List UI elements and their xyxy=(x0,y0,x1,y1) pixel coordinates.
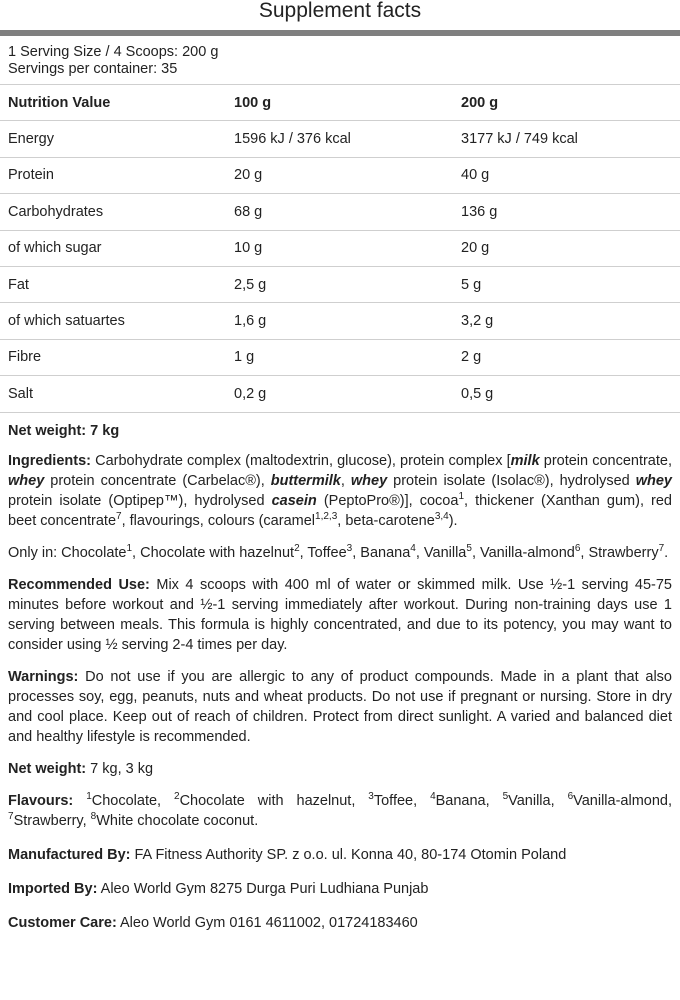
customer-care-text: Aleo World Gym 0161 4611002, 01724183460 xyxy=(116,914,418,931)
only-in-text: , Chocolate with hazelnut xyxy=(132,544,295,561)
row-value-200g: 2 g xyxy=(453,339,680,375)
ingredients-text: , xyxy=(340,472,351,489)
footnote-ref: 1 xyxy=(458,490,464,502)
row-name: of which sugar xyxy=(0,230,226,266)
header-100g: 100 g xyxy=(226,85,453,121)
allergen-whey: whey xyxy=(8,472,45,489)
row-value-100g: 1 g xyxy=(226,339,453,375)
footnote-ref: 5 xyxy=(502,790,509,802)
warnings-section xyxy=(0,667,680,747)
row-value-200g: 5 g xyxy=(453,266,680,302)
only-in-text: , Strawberry xyxy=(580,544,659,561)
ingredients-text: ). xyxy=(448,512,458,529)
table-row xyxy=(0,266,680,302)
table-row xyxy=(0,194,680,230)
row-value-200g: 3177 kJ / 749 kcal xyxy=(453,121,680,157)
allergen-casein: casein xyxy=(271,492,317,509)
table-row xyxy=(0,230,680,266)
allergen-whey: whey xyxy=(350,472,388,489)
ingredients-text: protein isolate (Isolac®), hydrolysed xyxy=(387,472,636,489)
only-in-text: , Vanilla xyxy=(415,544,467,561)
row-value-100g: 10 g xyxy=(226,230,453,266)
manufactured-by-text: FA Fitness Authority SP. z o.o. ul. Konna 40, 80-174 Otomin Poland xyxy=(130,846,567,863)
only-in-text: Only in: Chocolate xyxy=(8,544,127,561)
header-200g: 200 g xyxy=(453,85,680,121)
row-value-100g: 1596 kJ / 376 kcal xyxy=(226,121,453,157)
flavour-item: Chocolate with hazelnut, xyxy=(179,792,369,809)
row-name: Fat xyxy=(0,266,226,302)
allergen-milk: milk xyxy=(510,452,540,469)
table-row xyxy=(0,157,680,193)
table-row xyxy=(0,376,680,412)
row-value-200g: 40 g xyxy=(453,157,680,193)
ingredients-text: protein concentrate, xyxy=(539,452,672,469)
recommended-use-text: Mix 4 scoops with 400 ml of water or skimmed milk. Use ½-1 serving 45-75 minutes before workout and ½-1 serving immediately after workout. During non-training days use 1 serving between meals. This formula is highly concentrated, and due to its potency, you may want to consider using ½ serving 2-4 times per day. xyxy=(8,576,672,653)
footnote-ref: 5 xyxy=(466,542,472,554)
row-name: Fibre xyxy=(0,339,226,375)
footnote-ref: 1 xyxy=(86,790,92,802)
flavour-item: Vanilla-almond, xyxy=(573,792,672,809)
imported-by-section xyxy=(0,879,680,899)
row-name: Protein xyxy=(0,157,226,193)
footnote-ref: 4 xyxy=(430,790,436,802)
manufactured-by-section xyxy=(0,845,680,865)
serving-info xyxy=(0,36,680,78)
footnote-ref: 4 xyxy=(410,542,416,554)
row-value-200g: 0,5 g xyxy=(453,376,680,412)
table-row xyxy=(0,339,680,375)
row-name: Energy xyxy=(0,121,226,157)
serving-size: 1 Serving Size / 4 Scoops: 200 g xyxy=(8,44,219,60)
footnote-ref: 7 xyxy=(658,542,665,554)
row-value-200g: 20 g xyxy=(453,230,680,266)
imported-by-label: Imported By: xyxy=(8,880,98,897)
ingredients-text: protein concentrate (Carbelac®), xyxy=(44,472,271,489)
ingredients-text: , flavourings, colours (caramel xyxy=(121,512,316,529)
customer-care-section xyxy=(0,913,680,933)
imported-by-text: Aleo World Gym 8275 Durga Puri Ludhiana Punjab xyxy=(97,880,429,897)
ingredients-label: Ingredients: xyxy=(8,452,91,469)
footnote-ref: 3,4 xyxy=(434,510,449,522)
manufactured-by-label: Manufactured By: xyxy=(8,846,131,863)
row-name: Carbohydrates xyxy=(0,194,226,230)
row-name: of which satuartes xyxy=(0,303,226,339)
net-weight-label: Net weight: xyxy=(8,760,87,777)
header-nutrition-value: Nutrition Value xyxy=(0,85,226,121)
flavour-item: Vanilla, xyxy=(508,792,568,809)
page-title: Supplement facts xyxy=(0,0,680,36)
ingredients-text: , beta-carotene xyxy=(337,512,435,529)
recommended-use-label: Recommended Use: xyxy=(8,576,150,593)
footnote-ref: 3 xyxy=(346,542,353,554)
footnote-ref: 6 xyxy=(574,542,581,554)
row-value-100g: 20 g xyxy=(226,157,453,193)
footnote-ref: 2 xyxy=(174,790,180,802)
row-value-100g: 0,2 g xyxy=(226,376,453,412)
only-in-section xyxy=(0,543,680,563)
footnote-ref: 7 xyxy=(116,510,122,522)
row-value-200g: 3,2 g xyxy=(453,303,680,339)
ingredients-text: , thickener (Xanthan gum), red beet concentrate xyxy=(8,492,672,529)
only-in-text: , Toffee xyxy=(299,544,347,561)
net-weight-text: 7 kg, 3 kg xyxy=(86,760,154,777)
customer-care-label: Customer Care: xyxy=(8,914,117,931)
row-value-100g: 1,6 g xyxy=(226,303,453,339)
net-weight-section xyxy=(0,759,680,779)
flavour-item: White chocolate coconut. xyxy=(96,812,259,829)
flavours-section xyxy=(0,791,680,831)
flavours-label: Flavours: xyxy=(8,792,74,809)
table-row xyxy=(0,303,680,339)
ingredients-text: Carbohydrate complex (maltodextrin, glucose), protein complex [ xyxy=(90,452,511,469)
flavour-item: Banana, xyxy=(435,792,503,809)
allergen-whey: whey xyxy=(635,472,672,489)
footnote-ref: 7 xyxy=(8,810,14,822)
warnings-text: Do not use if you are allergic to any of product compounds. Made in a plant that also processes soy, egg, peanuts, nuts and wheat products. Do not use if pregnant or nursing. Store in dry and cool place. Keep out of reach of children. Protect from direct sunlight. A varied and balanced diet and healthy lifestyle is recommended. xyxy=(8,668,672,745)
footnote-ref: 8 xyxy=(90,810,97,822)
row-value-100g: 2,5 g xyxy=(226,266,453,302)
flavour-item: Chocolate, xyxy=(91,792,175,809)
only-in-text: , Vanilla-almond xyxy=(471,544,575,561)
net-weight-heading: Net weight: 7 kg xyxy=(8,422,120,439)
footnote-ref: 6 xyxy=(567,790,574,802)
footnote-ref: 1,2,3 xyxy=(315,510,338,522)
servings-per-container: Servings per container: 35 xyxy=(8,61,178,77)
only-in-text: . xyxy=(664,544,669,561)
recommended-use-section xyxy=(0,575,680,655)
only-in-text: , Banana xyxy=(352,544,411,561)
allergen-buttermilk: buttermilk xyxy=(270,472,341,489)
table-header-row xyxy=(0,85,680,121)
footnote-ref: 1 xyxy=(126,542,133,554)
ingredients-text: protein isolate (Optipep™), hydrolysed xyxy=(8,492,272,509)
ingredients-section xyxy=(0,451,680,531)
ingredients-text: (PeptoPro®)], cocoa xyxy=(316,492,459,509)
flavour-item: Toffee, xyxy=(373,792,431,809)
row-value-200g: 136 g xyxy=(453,194,680,230)
row-value-100g: 68 g xyxy=(226,194,453,230)
row-name: Salt xyxy=(0,376,226,412)
footnote-ref: 2 xyxy=(294,542,300,554)
footnote-ref: 3 xyxy=(368,790,374,802)
nutrition-table xyxy=(0,84,680,413)
flavour-item: Strawberry, xyxy=(13,812,91,829)
warnings-label: Warnings: xyxy=(8,668,79,685)
table-row xyxy=(0,121,680,157)
